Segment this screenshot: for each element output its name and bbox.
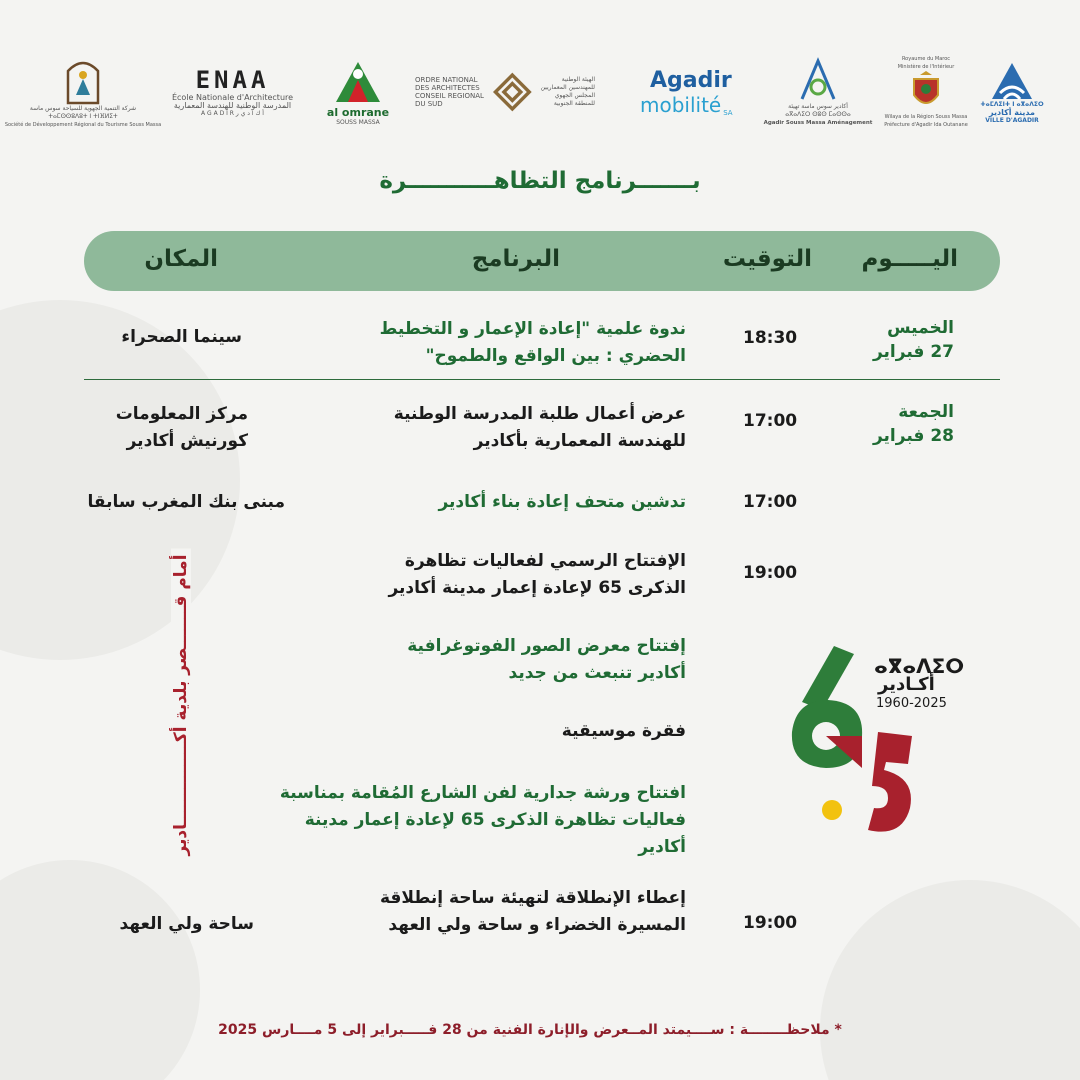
program-item: افتتاح ورشة جدارية لفن الشارع المُقامة بمناسبة فعاليات تظاهرة الذكرى 65 لإعادة إعمار مدينة أكادير bbox=[279, 783, 686, 857]
shared-venue bbox=[166, 555, 196, 855]
day-friday: الجمعة 28 فبراير bbox=[872, 402, 954, 446]
asma-icon bbox=[798, 57, 838, 103]
srt-emblem-icon bbox=[60, 55, 106, 105]
venue: سينما الصحراء bbox=[121, 327, 242, 347]
header-program: البرنامج bbox=[471, 246, 560, 272]
al-omrane-wordmark: al omrane bbox=[326, 105, 390, 119]
logo-ville-agadir: ⵜⴰⵎⴷⵉⵏⵜ ⵏ ⴰⴳⴰⴷⵉⵔ مدينة أكادير VILLE D'AGADIR bbox=[978, 52, 1046, 132]
enaa-wordmark: ENAA bbox=[195, 66, 270, 94]
venue: ساحة ولي العهد bbox=[119, 914, 254, 934]
logo-srt-souss-massa: شركة التنمية الجهوية للسياحة سوس ماسة ⵜⴰⵎⵙⵙⵓⴷⵓⵜ ⵏ ⵜⵏⴼⵍⵉⵜ Société de Développement Régional du Tourisme Souss Massa bbox=[38, 52, 128, 132]
background-shape bbox=[0, 300, 240, 660]
anniversary-arabic: أكـادير bbox=[878, 674, 935, 695]
background-shape bbox=[820, 880, 1080, 1080]
anniversary-logo bbox=[782, 640, 982, 850]
logo-agadir-souss-massa-amenagement: أكادير سوس ماسة تهيئة ⴰⴳⴰⴷⵉⵔ ⵙⵓⵙ ⵎⴰⵙⵙⴰ Agadir Souss Massa Aménagement bbox=[770, 52, 866, 132]
anniversary-years: 1960-2025 bbox=[876, 696, 947, 711]
logo-al-omrane: al omrane SOUSS MASSA bbox=[322, 52, 394, 132]
background-shape bbox=[0, 860, 200, 1080]
logo-agadir-mobilite: Agadir mobilité SA bbox=[640, 67, 733, 117]
time-slot: 19:00 bbox=[743, 563, 798, 583]
page-title: بـــــــرنامج التظاهـــــــــــرة bbox=[379, 168, 701, 194]
program-item: عرض أعمال طلبة المدرسة الوطنية للهندسة المعمارية بأكادير bbox=[393, 404, 686, 451]
header-day: اليـــــوم bbox=[861, 246, 958, 272]
logo-ordre-architectes: ORDRE NATIONAL DES ARCHITECTES CONSEIL REGIONAL DU SUD الهيئة الوطنية للمهندسين المعماريين المجلس الجهوي للمنطقة الجنوبية bbox=[415, 52, 595, 132]
royal-coat-of-arms-icon bbox=[906, 71, 946, 113]
header-time: التوقيت bbox=[722, 246, 812, 272]
program-item: الإفتتاح الرسمي لفعاليات تظاهرة الذكرى 65 لإعادة إعمار مدينة أكادير bbox=[388, 551, 686, 598]
program-item: إعطاء الإنطلاقة لتهيئة ساحة إنطلاقة المسيرة الخضراء و ساحة ولي العهد bbox=[379, 888, 686, 935]
program-item: ندوة علمية "إعادة الإعمار و التخطيط الحضري : بين الواقع والطموح" bbox=[379, 319, 686, 366]
time-slot: 19:00 bbox=[743, 913, 798, 933]
program-item: فقرة موسيقية bbox=[561, 721, 686, 741]
time-slot: 18:30 bbox=[743, 328, 798, 348]
footer-note: * ملاحظــــــــة : ســــيمتد المــعرض والإنارة الفنية من 28 فـــــبراير إلى 5 مــــارس 2025 bbox=[218, 1022, 842, 1038]
venue: مركز المعلومات كورنيش أكادير bbox=[115, 404, 248, 451]
anniversary-tifinagh: ⴰⴳⴰⴷⵉⵔ bbox=[874, 654, 965, 678]
program-item: إفتتاح معرض الصور الفوتوغرافية أكادير تنبعث من جديد bbox=[407, 636, 686, 683]
logo-wilaya: Royaume du Maroc Ministère de l'Intérieur Wilaya de la Région Souss Massa Préfecture d'Agadir Ida Outanane bbox=[884, 56, 968, 128]
day-thursday: الخميس 27 فبراير bbox=[872, 318, 954, 362]
al-omrane-icon bbox=[330, 58, 386, 106]
shared-venue-label: أمام قـــــــصر بلدية أكــــــــــــــادير bbox=[171, 548, 191, 861]
ville-agadir-icon bbox=[988, 59, 1036, 101]
header-venue: المكان bbox=[144, 246, 218, 272]
venue: مبنى بنك المغرب سابقا bbox=[87, 492, 285, 512]
agadir-mobilite-wordmark: Agadir bbox=[650, 67, 732, 93]
ordre-architectes-icon bbox=[492, 68, 533, 116]
row-divider bbox=[84, 379, 1000, 380]
time-slot: 17:00 bbox=[743, 411, 798, 431]
time-slot: 17:00 bbox=[743, 492, 798, 512]
program-item: تدشين متحف إعادة بناء أكادير bbox=[438, 492, 686, 512]
logo-enaa: ENAA École Nationale d'Architecture المدرسة الوطنية للهندسة المعمارية A G A D I R أ ك ا د ي ر bbox=[171, 66, 294, 117]
